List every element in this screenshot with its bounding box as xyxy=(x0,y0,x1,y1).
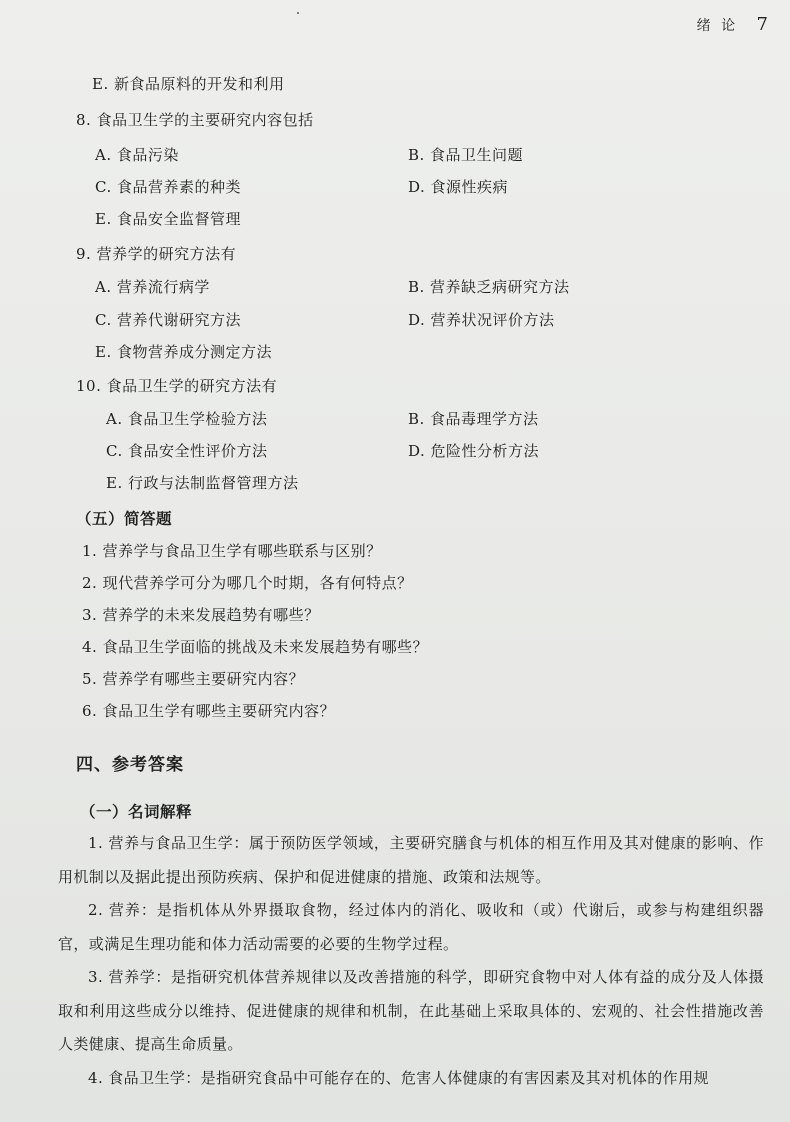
q9-option-a: A. 营养流行病学 xyxy=(95,278,210,296)
q10-option-c: C. 食品安全性评价方法 xyxy=(106,442,268,460)
q10-stem: 10. 食品卫生学的研究方法有 xyxy=(76,377,278,395)
q7-option-e: E. 新食品原料的开发和利用 xyxy=(92,75,285,93)
short-answer-q6: 6. 食品卫生学有哪些主要研究内容？ xyxy=(82,702,336,720)
q9-option-c: C. 营养代谢研究方法 xyxy=(95,311,241,329)
q10-option-a: A. 食品卫生学检验方法 xyxy=(106,410,268,428)
q8-stem: 8. 食品卫生学的主要研究内容包括 xyxy=(76,111,314,129)
q8-option-c: C. 食品营养素的种类 xyxy=(95,178,241,196)
q8-option-e: E. 食品安全监督管理 xyxy=(95,210,241,228)
q9-option-d: D. 营养状况评价方法 xyxy=(408,311,555,329)
answer-paragraph-3: 3. 营养学：是指研究机体营养规律以及改善措施的科学，即研究食物中对人体有益的成分及人体摄取和利用这些成分以维持、促进健康的规律和机制，在此基础上采取具体的、宏观的、社会性措施改善人类健康、提高生命质量。 xyxy=(58,968,764,1053)
q8-option-b: B. 食品卫生问题 xyxy=(408,146,524,164)
page-number: 7 xyxy=(756,14,768,35)
q9-option-e: E. 食物营养成分测定方法 xyxy=(95,343,272,361)
short-answer-q3: 3. 营养学的未来发展趋势有哪些？ xyxy=(82,606,320,624)
q10-option-b: B. 食品毒理学方法 xyxy=(408,410,539,428)
short-answer-q5: 5. 营养学有哪些主要研究内容？ xyxy=(82,670,305,688)
q9-stem: 9. 营养学的研究方法有 xyxy=(76,245,237,263)
answer-paragraph-2: 2. 营养：是指机体从外界摄取食物，经过体内的消化、吸收和（或）代谢后，或参与构建组织器官，或满足生理功能和体力活动需要的必要的生物学过程。 xyxy=(58,901,764,953)
q8-option-d: D. 食源性疾病 xyxy=(408,178,509,196)
q10-option-e: E. 行政与法制监督管理方法 xyxy=(106,474,299,492)
chapter-title: 绪 论 xyxy=(696,18,739,34)
print-speck xyxy=(297,12,299,14)
short-answer-q2: 2. 现代营养学可分为哪几个时期，各有何特点？ xyxy=(82,574,413,592)
answer-paragraph-1: 1. 营养与食品卫生学：属于预防医学领域，主要研究膳食与机体的相互作用及其对健康的影响、作用机制以及据此提出预防疾病、保护和促进健康的措施、政策和法规等。 xyxy=(58,834,764,886)
answers-heading: 四、参考答案 xyxy=(76,755,184,775)
q8-option-a: A. 食品污染 xyxy=(95,146,179,164)
answer-paragraph-4: 4. 食品卫生学：是指研究食品中可能存在的、危害人体健康的有害因素及其对机体的作用规 xyxy=(88,1069,709,1087)
running-header xyxy=(697,14,768,35)
term-definitions-heading: （一）名词解释 xyxy=(80,803,193,821)
short-answer-heading: （五）简答题 xyxy=(76,510,173,528)
q10-option-d: D. 危险性分析方法 xyxy=(408,442,540,460)
short-answer-q1: 1. 营养学与食品卫生学有哪些联系与区别？ xyxy=(82,542,382,560)
short-answer-q4: 4. 食品卫生学面临的挑战及未来发展趋势有哪些？ xyxy=(82,638,429,656)
q9-option-b: B. 营养缺乏病研究方法 xyxy=(408,278,570,296)
